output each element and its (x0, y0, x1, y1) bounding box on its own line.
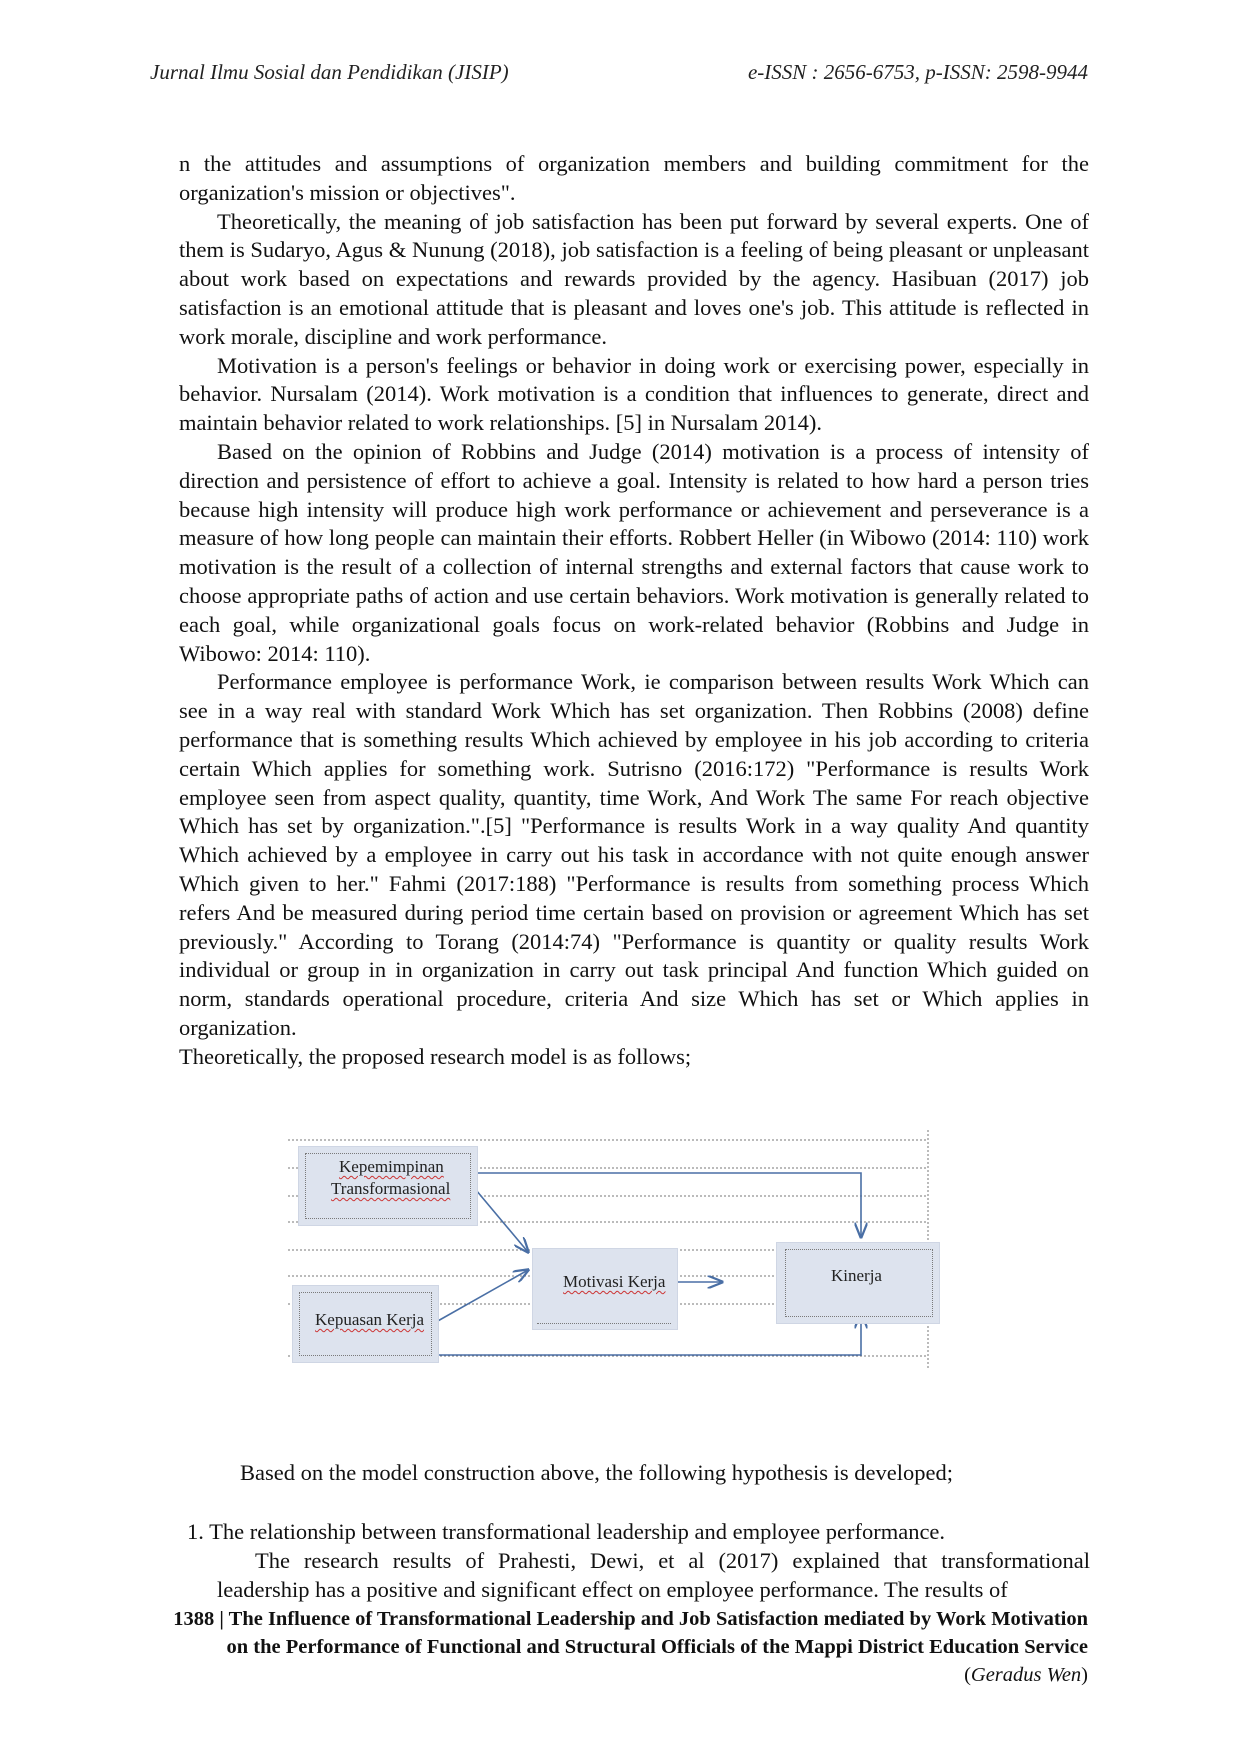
box-label-line2: Transformasional (331, 1179, 451, 1198)
arrow-satisfaction-to-motivation (436, 1270, 528, 1322)
hypothesis-list (187, 1518, 1090, 1604)
box-label: Kinerja (831, 1266, 882, 1285)
paragraph: Based on the opinion of Robbins and Judge (2014) motivation is a process of intensity of direction and persistence of effort to achieve a goal. Intensity is related to how hard a person tries because high intensity will produce high work performance or achievement and perseverance is a measure of how long people can maintain their efforts. Robbert Heller (in Wibowo (2014: 110) work motivation is the result of a collection of internal strengths and external factors that cause work to choose appropriate paths of action and use certain behaviors. Work motivation is generally related to each goal, while organizational goals focus on work-related behavior (Robbins and Judge in Wibowo: 2014: 110). (179, 438, 1089, 666)
paragraph: Motivation is a person's feelings or behavior in doing work or exercising power, especially in behavior. Nursalam (2014). Work motivation is a condition that influences to generate, direct and maintain behavior related to work relationships. [5] in Nursalam 2014). (179, 352, 1089, 436)
paragraph: n the attitudes and assumptions of organization members and building commitment for the organization's mission or objectives". (179, 151, 1089, 205)
footer-author (964, 1664, 1088, 1686)
paren-open: ( (964, 1664, 971, 1686)
journal-name: Jurnal Ilmu Sosial dan Pendidikan (JISIP) (150, 60, 509, 84)
body-text (179, 150, 1089, 1072)
author-name: Geradus Wen (970, 1664, 1082, 1686)
box-transformational-leadership (298, 1146, 478, 1226)
box-job-satisfaction (292, 1285, 439, 1363)
list-item: 1. The relationship between transformational leadership and employee performance. (187, 1519, 946, 1544)
hypothesis-intro: Based on the model construction above, the following hypothesis is developed; (240, 1460, 953, 1485)
box-work-motivation (532, 1248, 678, 1330)
footer-title: 1388 | The Influence of Transformational Leadership and Job Satisfaction mediated by Work Motivation on the Performance of Functional and Structural Officials of the Mappi District Education Service (173, 1608, 1088, 1658)
arrow-leadership-to-performance (476, 1173, 861, 1237)
box-performance (776, 1242, 940, 1324)
research-model-diagram (288, 1130, 938, 1370)
paren-close: ) (1081, 1664, 1088, 1686)
box-label: Motivasi Kerja (563, 1272, 666, 1291)
running-header (150, 60, 1088, 90)
issn-text: e-ISSN : 2656-6753, p-ISSN: 2598-9944 (747, 60, 1088, 84)
arrow-leadership-to-motivation (476, 1190, 528, 1252)
paragraph: Performance employee is performance Work, ie comparison between results Work Which can see in a way real with standard Work Which has set organization. Then Robbins (2008) define performance that is something results Which achieved by employee in his job according to criteria certain Which applies for something work. Sutrisno (2016:172) "Performance is results Work employee seen from aspect quality, quantity, time Work, And Work The same For reach objective Which has set by organization.".[5] "Performance is results Work in a way quality And quantity Which achieved by a employee in carry out his task in accordance with not quite enough answer Which given to her." Fahmi (2017:188) "Performance is results from something process Which refers And be measured during period time certain based on provision or agreement Which has set previously." According to Torang (2014:74) "Performance is quantity or quality results Work individual or group in in organization in carry out task principal And function Which guided on norm, standards operational procedure, criteria And size Which has set or Which applies in organization. (179, 669, 1089, 1040)
list-item-text: The research results of Prahesti, Dewi, et al (2017) explained that transformational leadership has a positive and significant effect on employee performance. The results of (217, 1547, 1090, 1602)
paragraph: Theoretically, the meaning of job satisfaction has been put forward by several experts. One of them is Sudaryo, Agus & Nunung (2018), job satisfaction is a feeling of being pleasant or unpleasant about work based on expectations and rewards provided by the agency. Hasibuan (2017) job satisfaction is an emotional attitude that is pleasant and loves one's job. This attitude is reflected in work morale, discipline and work performance. (179, 208, 1089, 349)
box-label-line1: Kepemimpinan (339, 1157, 444, 1176)
page-footer (150, 1605, 1088, 1689)
paragraph: Theoretically, the proposed research model is as follows; (179, 1043, 692, 1069)
box-label: Kepuasan Kerja (315, 1310, 425, 1329)
